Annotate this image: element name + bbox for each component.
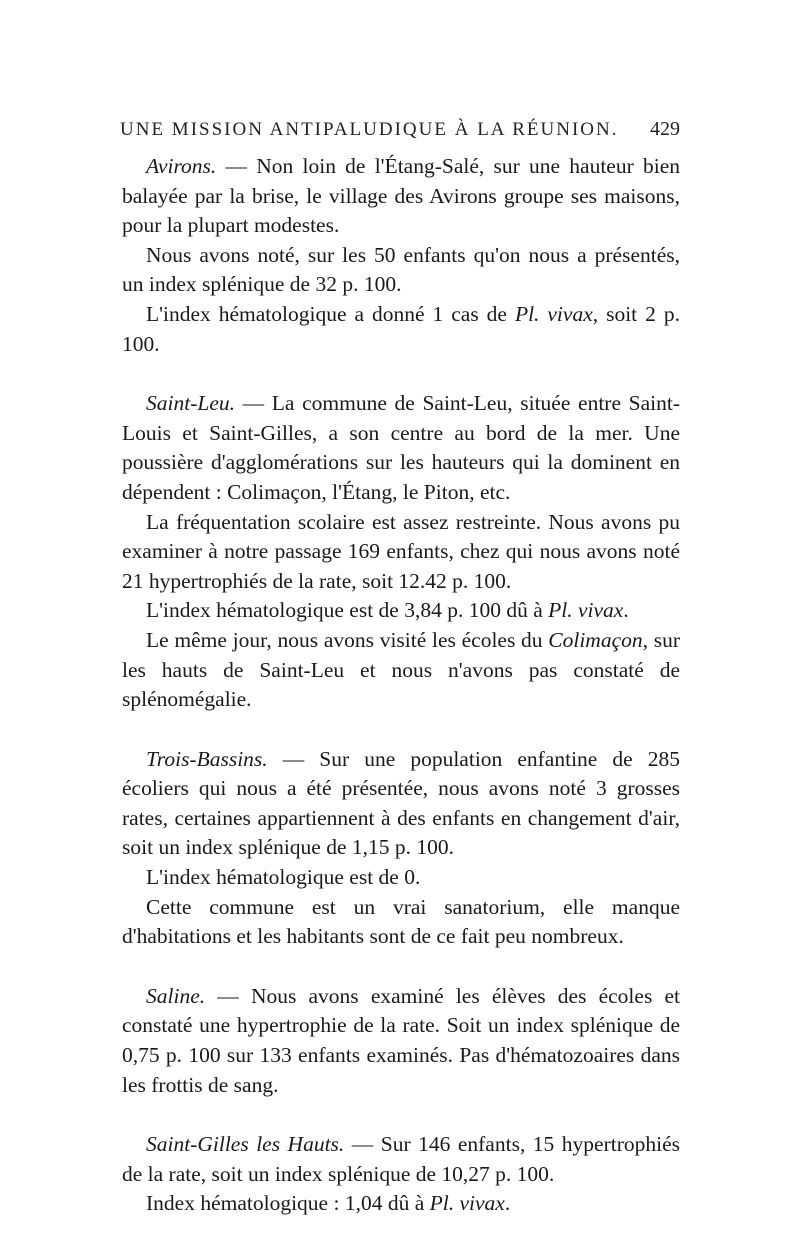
paragraph-text: Nous avons noté, sur les 50 enfants qu'on nous a présentés, un index splénique de 32 p. 100. — [122, 242, 680, 297]
paragraph — [122, 863, 680, 893]
paragraph-text: Le même jour, nous avons visité les écoles du — [146, 627, 549, 652]
section-heading: Trois-Bassins. — [146, 746, 268, 771]
paragraph — [122, 626, 680, 715]
paragraph — [122, 982, 680, 1100]
italic-term: Pl. vivax — [429, 1191, 505, 1216]
paragraph-text: — La commune de Saint-Leu, située entre Saint-Louis et Saint-Gilles, a son centre au bord de la mer. Une poussière d'agglomérations sur les hauteurs qui la dominent en dépendent : Colimaçon, l'Étang, le Piton, etc. — [122, 391, 680, 504]
paragraph-text: — Nous avons examiné les élèves des écoles et constaté une hypertrophie de la rate. Soit un index splénique de 0,75 p. 100 sur 133 enfants examinés. Pas d'hématozoaires dans les frottis de sang. — [122, 983, 680, 1097]
paragraph — [122, 241, 680, 300]
paragraph — [122, 745, 680, 863]
paragraph-text: L'index hématologique est de 3,84 p. 100 dû à — [146, 598, 549, 623]
paragraph — [122, 300, 680, 359]
paragraph — [122, 1130, 680, 1189]
paragraph-text: L'index hématologique est de 0. — [146, 865, 421, 890]
paragraph — [122, 389, 680, 507]
paragraph-text: . — [504, 1191, 511, 1216]
italic-term: Pl. vivax — [514, 301, 593, 326]
page-number: 429 — [650, 118, 680, 140]
paragraph-text: , soit 2 p. 100. — [122, 301, 680, 356]
paragraph — [122, 893, 680, 952]
paragraph-text: — Sur une population enfantine de 285 écoliers qui nous a été présentée, nous avons noté 3 grosses rates, certaines appartiennent à des enfants en changement d'air, soit un index splénique de 1,15 p. 100. — [122, 746, 680, 860]
paragraph — [122, 1189, 680, 1219]
paragraph — [122, 152, 680, 241]
section — [122, 1130, 680, 1219]
paragraph-text: Index hématologique : 1,04 dû à — [146, 1191, 430, 1216]
section — [122, 389, 680, 715]
paragraph-text: . — [623, 598, 629, 623]
section-heading: Avirons. — [146, 154, 217, 178]
section-heading: Saline. — [146, 983, 206, 1008]
section — [122, 152, 680, 359]
section-heading: Saint-Gilles les Hauts. — [146, 1132, 345, 1157]
paragraph — [122, 508, 680, 597]
paragraph-text: La fréquentation scolaire est assez restreinte. Nous avons pu examiner à notre passage 169 enfants, chez qui nous avons noté 21 hypertrophiés de la rate, soit 12.42 p. 100. — [122, 509, 680, 593]
italic-term: Pl. vivax — [548, 598, 624, 623]
running-header — [120, 118, 680, 141]
italic-term: Colimaçon — [548, 627, 643, 652]
section-heading: Saint-Leu. — [146, 391, 235, 416]
paragraph-text: Cette commune est un vrai sanatorium, elle manque d'habitations et les habitants sont de ce fait peu nombreux. — [122, 894, 680, 949]
paragraph-text: , sur les hauts de Saint-Leu et nous n'avons pas constaté de splénomégalie. — [122, 627, 680, 712]
paragraph — [122, 596, 680, 626]
section — [122, 745, 680, 952]
section — [122, 982, 680, 1100]
body-text — [122, 152, 680, 1219]
running-title: UNE MISSION ANTIPALUDIQUE À LA RÉUNION. — [120, 119, 619, 140]
paragraph-text: L'index hématologique a donné 1 cas de — [146, 301, 515, 326]
paragraph-text: — Non loin de l'Étang-Salé, sur une hauteur bien balayée par la brise, le village des Avirons groupe ses maisons, pour la plupart modestes. — [122, 154, 680, 238]
paragraph-text: — Sur 146 enfants, 15 hypertrophiés de la rate, soit un index splénique de 10,27 p. 100. — [122, 1132, 681, 1186]
